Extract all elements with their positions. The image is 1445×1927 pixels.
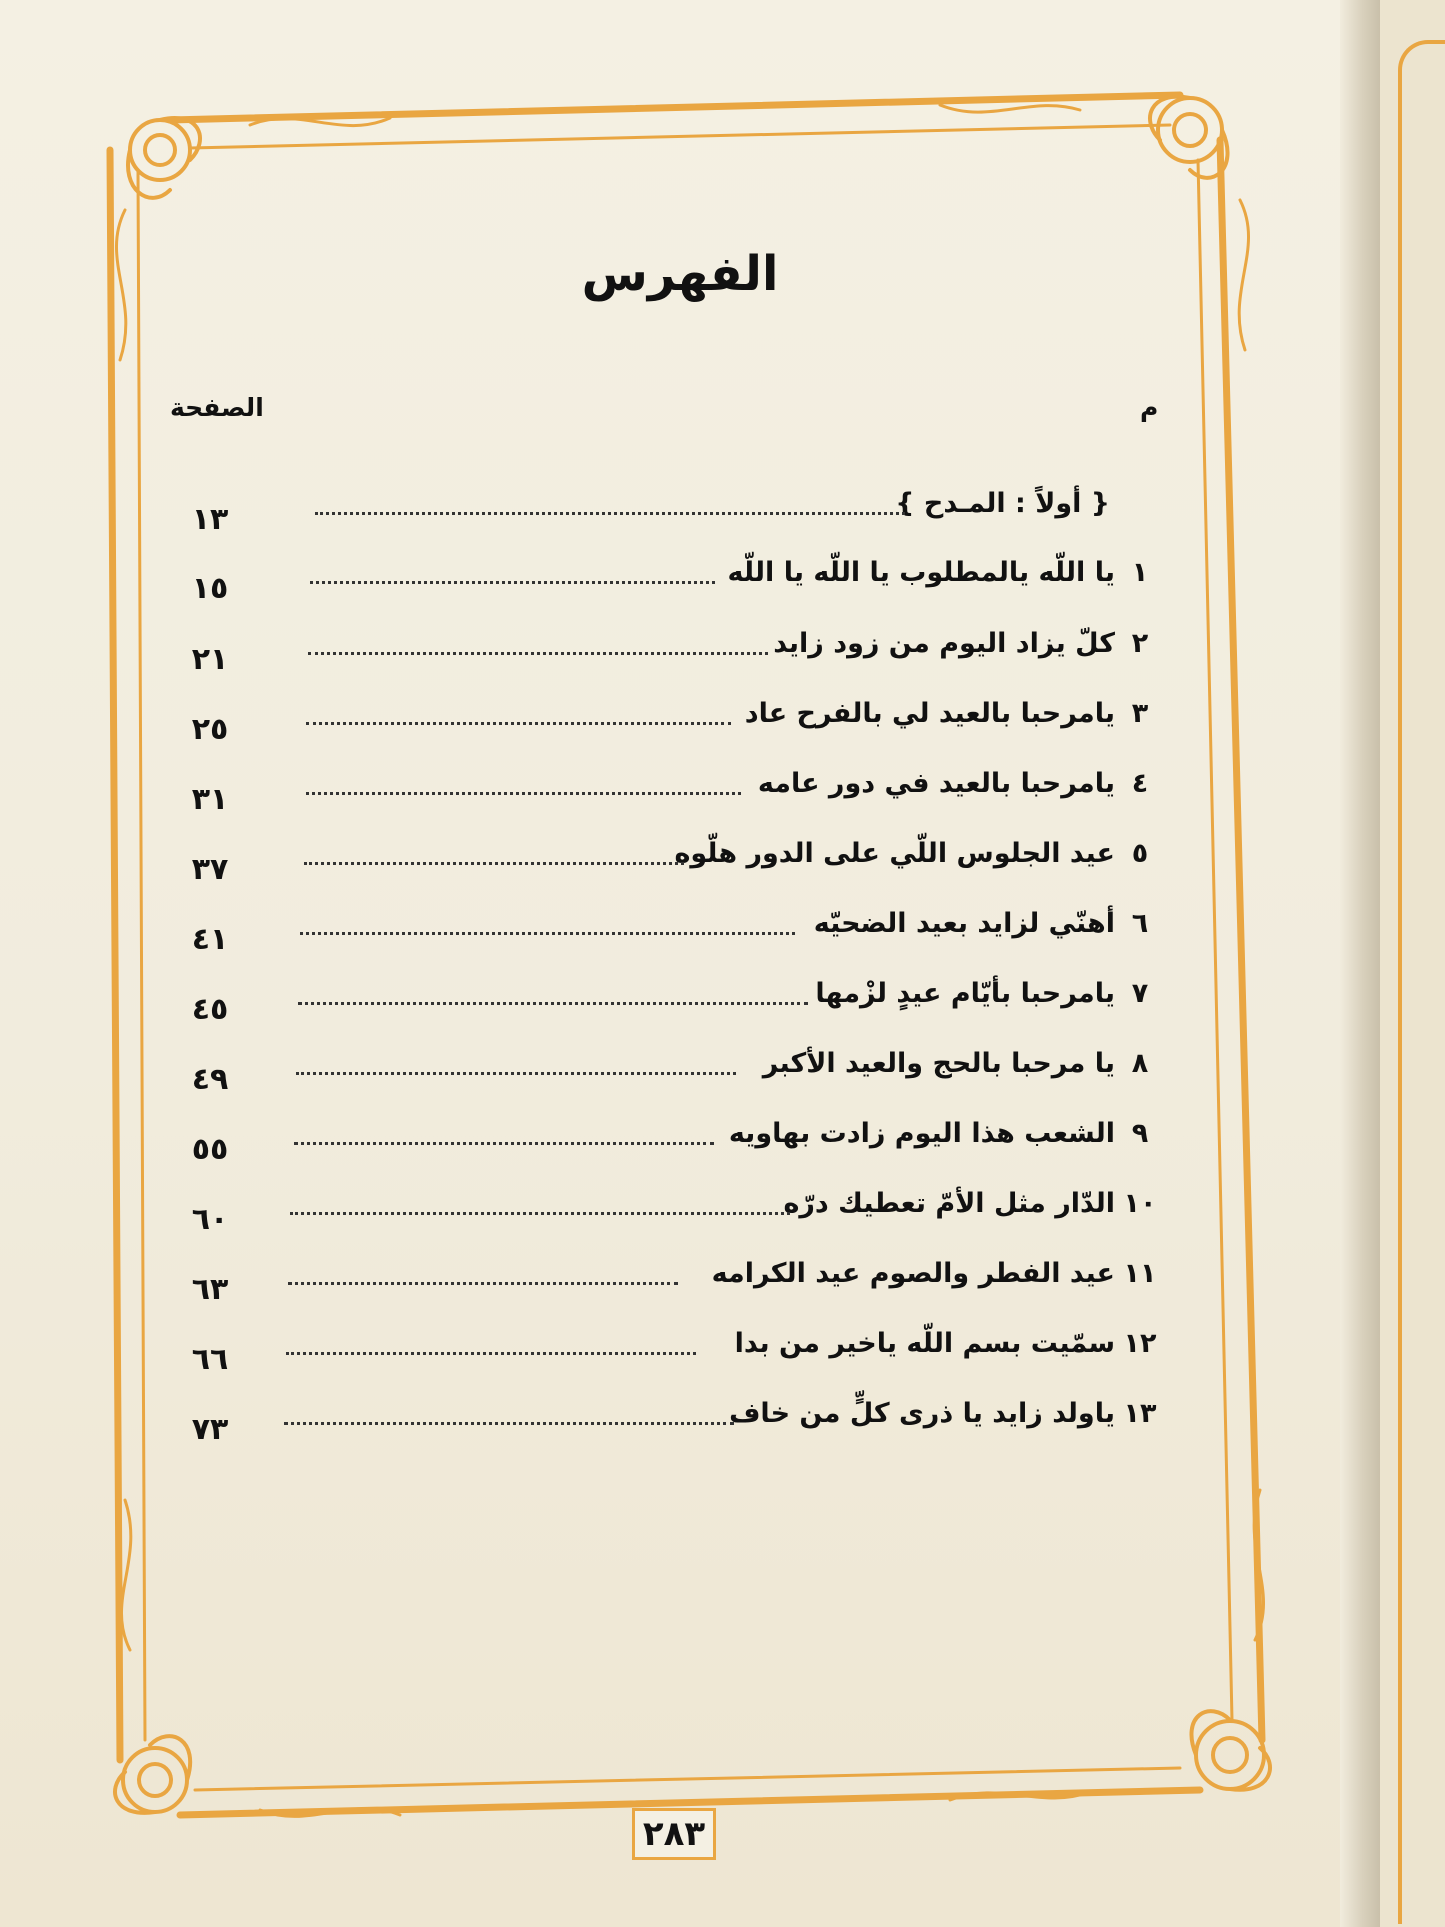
entry-number: ١ — [1131, 557, 1149, 588]
entry-number: ٢ — [1131, 628, 1149, 659]
leader-dots — [308, 652, 768, 655]
entry-page: ٢٥ — [191, 712, 229, 747]
toc-section-row — [0, 488, 1360, 548]
leader-dots — [286, 1352, 696, 1355]
entry-page: ١٥ — [191, 571, 229, 606]
entry-number: ١٠ — [1123, 1188, 1157, 1219]
toc-entry — [0, 1048, 1360, 1108]
toc-entry — [0, 1258, 1360, 1318]
page-column-header: الصفحة — [170, 393, 264, 422]
toc-entry — [0, 557, 1360, 617]
entry-page: ٢١ — [191, 642, 229, 677]
entry-page: ٧٣ — [191, 1412, 229, 1447]
entry-page: ٦٦ — [191, 1342, 229, 1377]
entry-title: عيد الجلوس اللّي على الدور هلّوه — [674, 838, 1115, 869]
leader-dots — [300, 932, 795, 935]
entry-page: ٣١ — [191, 782, 229, 817]
toc-entry — [0, 1328, 1360, 1388]
toc-entry — [0, 838, 1360, 898]
toc-entry — [0, 1118, 1360, 1178]
leader-dots — [296, 1072, 736, 1075]
leader-dots — [304, 862, 684, 865]
entry-number: ٣ — [1131, 698, 1149, 729]
entry-number: ٤ — [1131, 768, 1149, 799]
leader-dots — [306, 722, 731, 725]
toc-entry — [0, 698, 1360, 758]
entry-title: كلّ يزاد اليوم من زود زايد — [773, 628, 1115, 659]
toc-entry — [0, 1188, 1360, 1248]
toc-entry — [0, 978, 1360, 1038]
entry-page: ٤١ — [191, 922, 229, 957]
entry-page: ٦٣ — [191, 1272, 229, 1307]
toc-entry — [0, 1398, 1360, 1458]
entry-page: ٦٠ — [191, 1202, 229, 1237]
entry-title: يا مرحبا بالحج والعيد الأكبر — [762, 1048, 1115, 1079]
entry-title: يامرحبا بالعيد لي بالفرح عاد — [744, 698, 1115, 729]
entry-number: ١٣ — [1123, 1398, 1157, 1429]
section-heading: { أولاً : المـدح } — [895, 488, 1110, 519]
entry-title: يامرحبا بأيّام عيدٍ لزْمها — [815, 978, 1115, 1009]
entry-page: ٤٥ — [191, 992, 229, 1027]
entry-title: الشعب هذا اليوم زادت بهاويه — [728, 1118, 1115, 1149]
leader-dots — [288, 1282, 678, 1285]
leader-dots — [294, 1142, 714, 1145]
entry-number: ٥ — [1131, 838, 1149, 869]
leader-dots — [298, 1002, 808, 1005]
entry-title: يا اللّه يالمطلوب يا اللّه يا اللّه — [727, 557, 1115, 588]
leader-dots — [284, 1422, 734, 1425]
page-number: ٢٨٣ — [632, 1808, 716, 1860]
entry-number: ١٢ — [1123, 1328, 1157, 1359]
index-column-header: م — [1140, 393, 1159, 422]
page-title: الفهرس — [581, 246, 779, 302]
adjacent-page-border — [1398, 40, 1445, 1924]
entry-title: يامرحبا بالعيد في دور عامه — [757, 768, 1115, 799]
entry-number: ١١ — [1123, 1258, 1157, 1289]
entry-page: ٥٥ — [191, 1132, 229, 1167]
entry-title: عيد الفطر والصوم عيد الكرامه — [711, 1258, 1115, 1289]
leader-dots — [290, 1212, 790, 1215]
entry-page: ٤٩ — [191, 1062, 229, 1097]
entry-number: ٨ — [1131, 1048, 1149, 1079]
entry-number: ٩ — [1131, 1118, 1149, 1149]
entry-number: ٦ — [1131, 908, 1149, 939]
toc-entry — [0, 628, 1360, 688]
entry-number: ٧ — [1131, 978, 1149, 1009]
leader-dots — [315, 512, 905, 515]
entry-title: أهنّي لزايد بعيد الضحيّه — [813, 908, 1115, 939]
entry-title: سمّيت بسم اللّه ياخير من بدا — [734, 1328, 1115, 1359]
section-page: ١٣ — [191, 502, 229, 537]
entry-title: الدّار مثل الأمّ تعطيك درّه — [783, 1188, 1115, 1219]
toc-entry — [0, 768, 1360, 828]
entry-page: ٣٧ — [191, 852, 229, 887]
leader-dots — [310, 581, 715, 584]
entry-title: ياولد زايد يا ذرى كلٍّ من خاف — [729, 1398, 1115, 1429]
leader-dots — [306, 792, 741, 795]
toc-entry — [0, 908, 1360, 968]
